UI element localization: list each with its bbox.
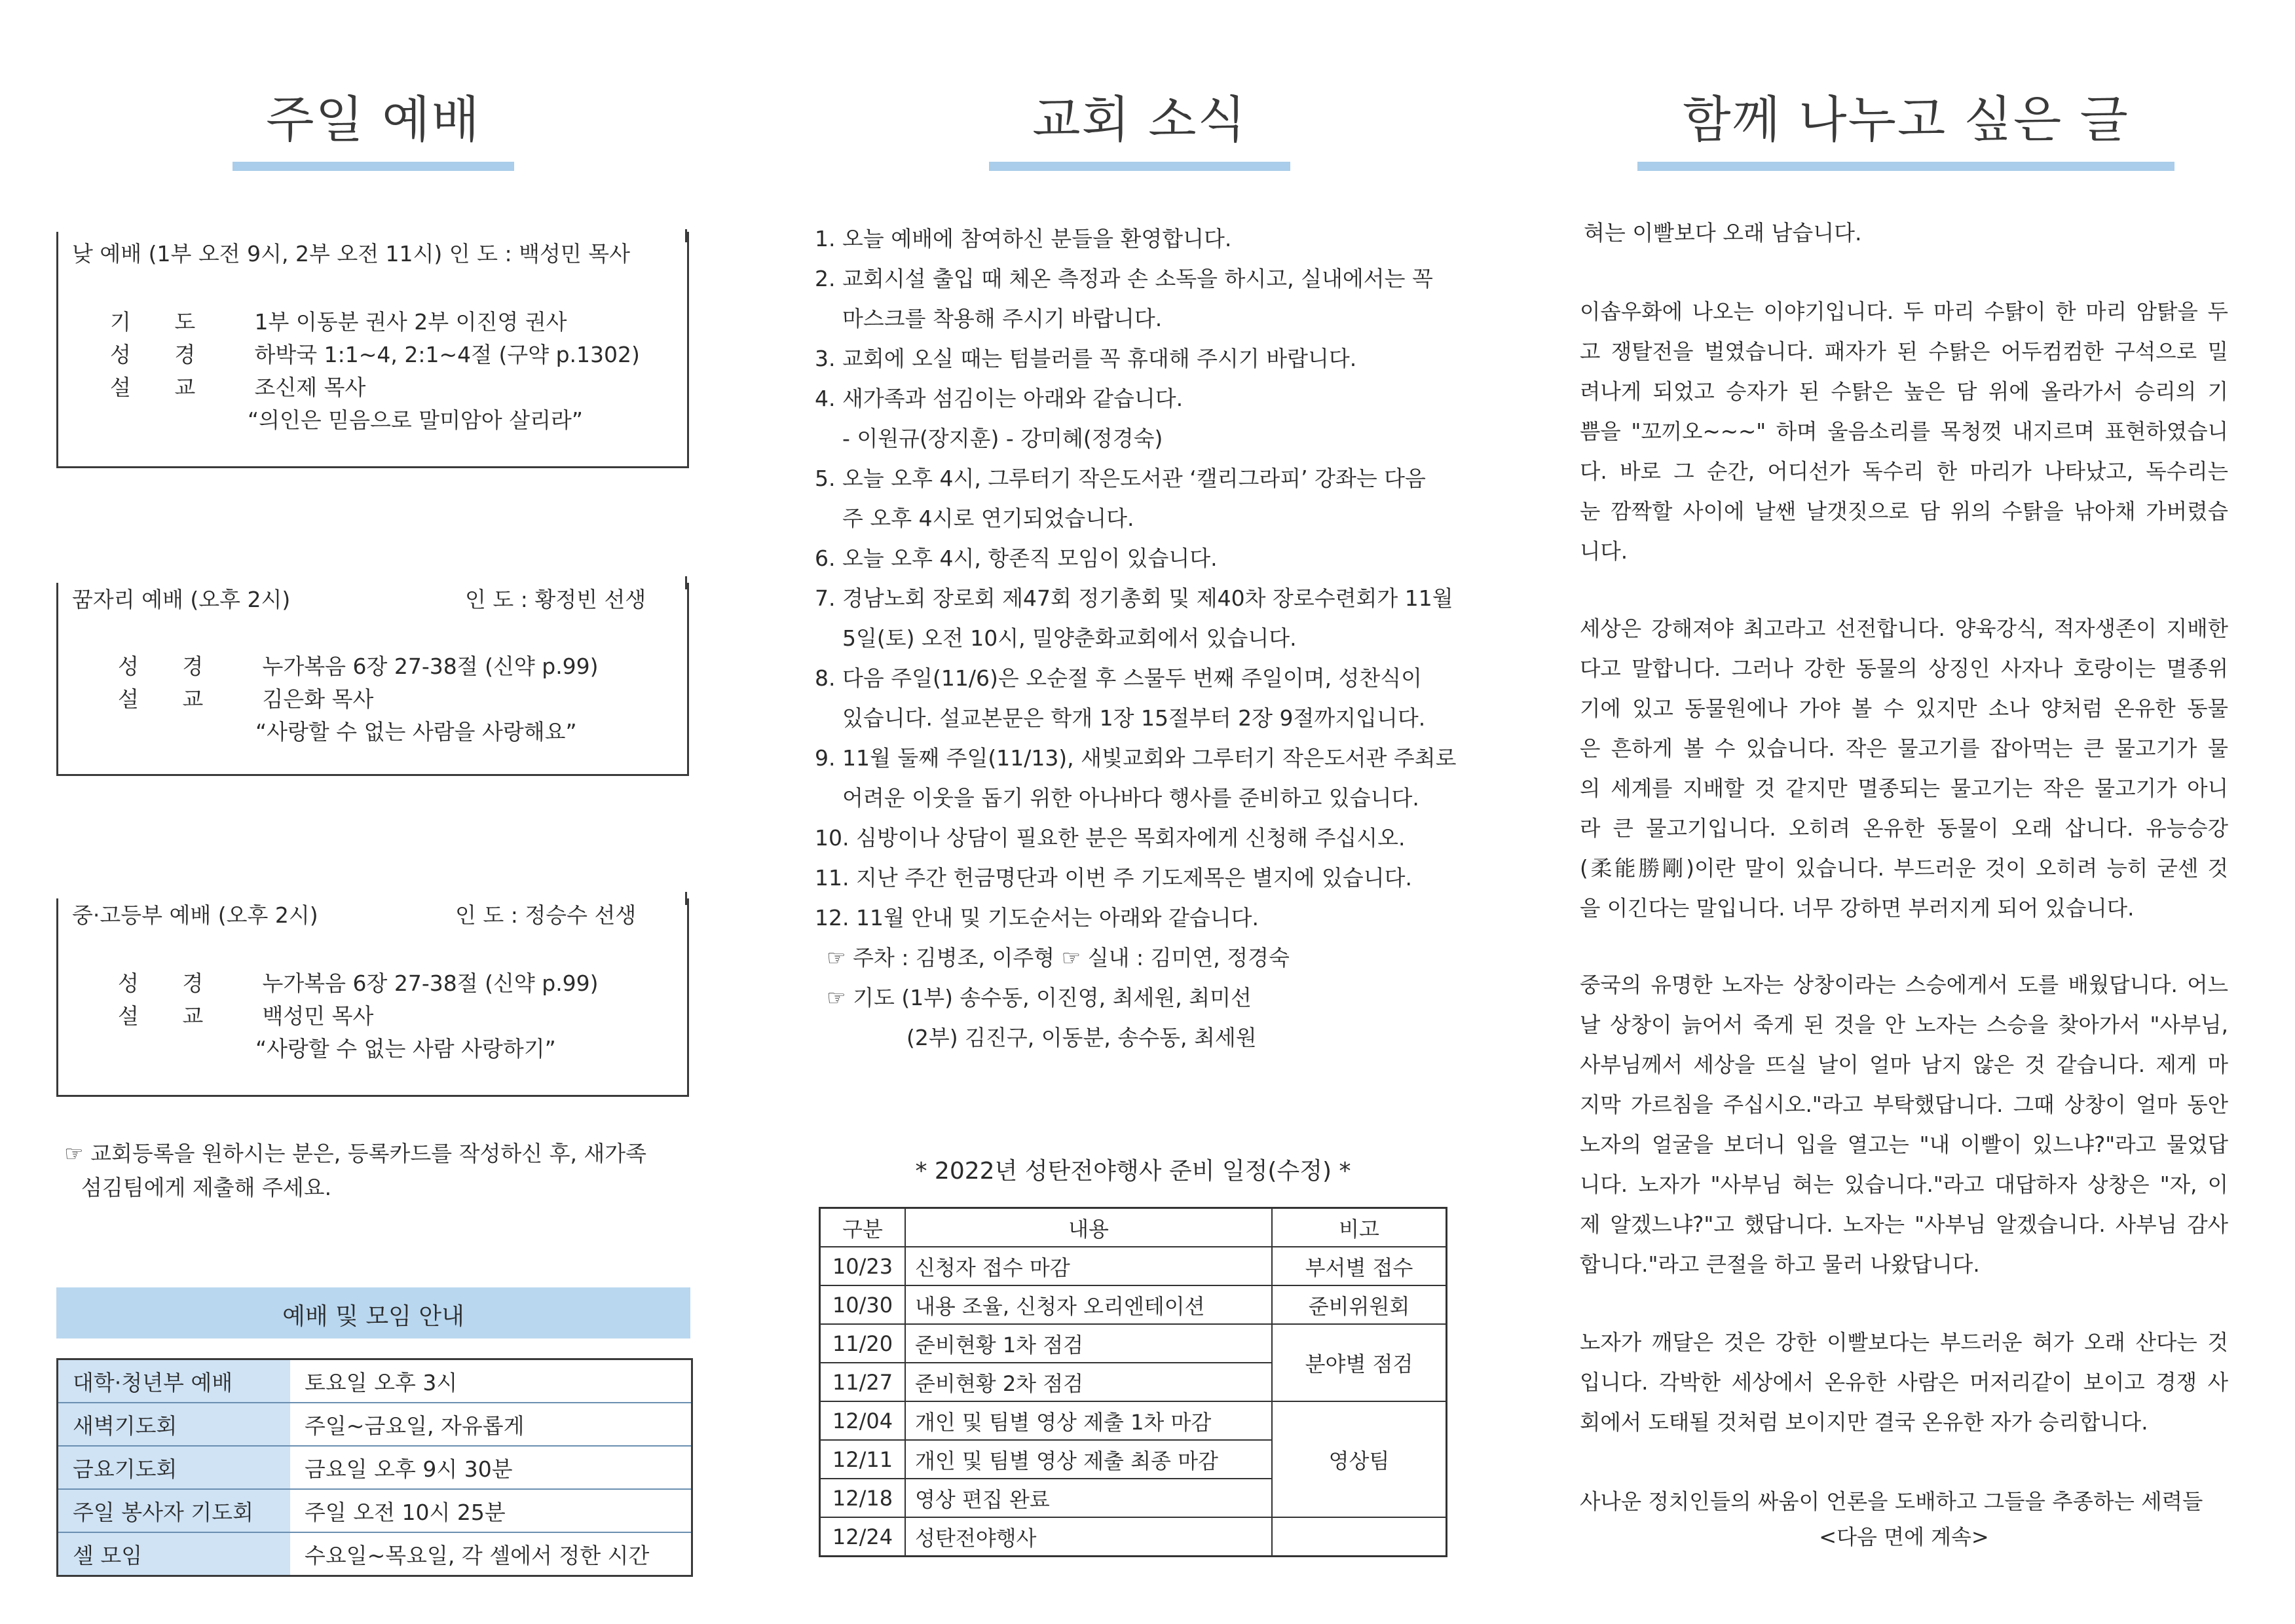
paragraph-line: 니다. — [1580, 539, 1628, 564]
day-scripture-row — [110, 338, 640, 369]
sharing-paragraph-3 — [1580, 965, 2228, 1285]
day-sermon-row — [110, 371, 365, 401]
paragraph-line: 눈 깜짝할 사이에 날쌘 날갯짓으로 담 위의 수탉을 낚아채 가버렸습 — [1580, 499, 2228, 524]
paragraph-line: 이솝우화에 나오는 이야기입니다. 두 마리 수탉이 한 마리 암탉을 두 — [1580, 299, 2228, 324]
sharing-lead: 혀는 이빨보다 오래 남습니다. — [1584, 220, 1862, 246]
news-line: 11. 지난 주간 헌금명단과 이번 주 기도제목은 별지에 있습니다. — [815, 865, 1412, 891]
schedule-remark — [1272, 1517, 1447, 1557]
sharing-title-text: 함께 나누고 싶은 글 — [1683, 90, 2129, 149]
paragraph-line: 니다. 노자가 "사부님 혀는 있습니다."라고 대답하자 상창은 "자, 이 — [1580, 1172, 2228, 1197]
scripture-value: 누가복음 6장 27-38절 (신약 p.99) — [262, 654, 599, 679]
paragraph-line: 다. 바로 그 순간, 어디선가 독수리 한 마리가 나타났고, 독수리는 — [1580, 459, 2228, 484]
news-line: 1. 오늘 예배에 참여하신 분들을 환영합니다. — [815, 226, 1232, 251]
registration-note-line1: ☞ 교회등록을 원하시는 분은, 등록카드를 작성하신 후, 새가족 — [64, 1141, 647, 1166]
schedule-date: 12/18 — [820, 1479, 906, 1517]
worship-title-text: 주일 예배 — [266, 90, 481, 149]
news-line: 12. 11월 안내 및 기도순서는 아래와 같습니다. — [815, 905, 1259, 931]
schedule-date: 10/23 — [820, 1247, 906, 1285]
guide-row — [58, 1446, 692, 1489]
schedule-content: 영상 편집 완료 — [905, 1479, 1272, 1517]
schedule-head-remark: 비고 — [1272, 1208, 1447, 1247]
sermon-label: 설 교 — [110, 375, 214, 400]
scripture-label: 성 경 — [118, 654, 222, 679]
news-line: 5. 오늘 오후 4시, 그루터기 작은도서관 ‘캘리그라피’ 강좌는 다음 — [815, 466, 1426, 491]
news-line: 6. 오늘 오후 4시, 항존직 모임이 있습니다. — [815, 545, 1218, 571]
schedule-content: 성탄전야행사 — [905, 1517, 1272, 1557]
paragraph-line: 고 쟁탈전을 벌였습니다. 패자가 된 수탉은 어두컴컴한 구석으로 밀 — [1580, 339, 2228, 364]
paragraph-line: 라 큰 물고기입니다. 오히려 온유한 동물이 오래 삽니다. 유능승강 — [1580, 816, 2228, 841]
schedule-row — [820, 1285, 1447, 1324]
schedule-row — [820, 1247, 1447, 1285]
news-line: 주 오후 4시로 연기되었습니다. — [842, 506, 1134, 531]
paragraph-line: 다고 말합니다. 그러나 강한 동물의 상징인 사자나 호랑이는 멸종위 — [1580, 656, 2228, 681]
news-line: 3. 교회에 오실 때는 텀블러를 꼭 휴대해 주시기 바랍니다. — [815, 346, 1357, 371]
worship-title — [233, 80, 514, 151]
paragraph-line: 지막 가르침을 주십시오."라고 부탁했답니다. 그때 상창이 얼마 동안 — [1580, 1092, 2228, 1117]
youth-box-right-top — [685, 892, 687, 905]
guide-row — [58, 1532, 692, 1576]
news-line: 9. 11월 둘째 주일(11/13), 새빛교회와 그루터기 작은도서관 주최로 — [815, 745, 1457, 771]
schedule-date: 11/27 — [820, 1363, 906, 1401]
youth-scripture-row — [118, 967, 599, 997]
schedule-date: 12/24 — [820, 1517, 906, 1557]
paragraph-line: 을 이긴다는 말입니다. 너무 강하면 부러지게 되어 있습니다. — [1580, 896, 2135, 921]
paragraph-line: 날 상창이 늙어서 죽게 된 것을 안 노자는 스승을 찾아가서 "사부님, — [1580, 1012, 2228, 1037]
prayer-value: 1부 이동분 권사 2부 이진영 권사 — [254, 309, 567, 335]
youth-service-leader: 인 도 : 정승수 선생 — [455, 902, 637, 928]
registration-note-line2: 섬김팀에게 제출해 주세요. — [81, 1175, 332, 1200]
sharing-paragraph-4 — [1580, 1323, 2228, 1443]
kids-service-leader: 인 도 : 황정빈 선생 — [465, 587, 646, 612]
paragraph-line: (柔能勝剛)이란 말이 있습니다. 부드러운 것이 오히려 능히 굳센 것 — [1580, 856, 2228, 881]
schedule-date: 12/04 — [820, 1401, 906, 1440]
paragraph-line: 세상은 강해져야 최고라고 선전합니다. 양육강식, 적자생존이 지배한 — [1580, 616, 2228, 641]
scripture-label: 성 경 — [110, 342, 214, 367]
schedule-remark: 부서별 접수 — [1272, 1247, 1447, 1285]
kids-sermon-title: “사랑할 수 없는 사람을 사랑해요” — [255, 719, 577, 745]
youth-service-box — [56, 898, 689, 1097]
preacher-value: 백성민 목사 — [262, 1003, 374, 1029]
paragraph-line: 노자가 깨달은 것은 강한 이빨보다는 부드러운 혀가 오래 산다는 것 — [1580, 1330, 2228, 1355]
paragraph-line: 중국의 유명한 노자는 상창이라는 스승에게서 도를 배웠답니다. 어느 — [1580, 972, 2228, 997]
paragraph-line: 은 흔하게 볼 수 있습니다. 작은 물고기를 잡아먹는 큰 물고기가 물 — [1580, 736, 2228, 761]
schedule-table — [819, 1207, 1447, 1557]
schedule-content: 개인 및 팀별 영상 제출 최종 마감 — [905, 1440, 1272, 1479]
schedule-remark: 준비위원회 — [1272, 1285, 1447, 1324]
schedule-content: 준비현황 1차 점검 — [905, 1324, 1272, 1363]
news-line: 2. 교회시설 출입 때 체온 측정과 손 소독을 하시고, 실내에서는 꼭 — [815, 266, 1433, 291]
youth-sermon-row — [118, 999, 373, 1030]
schedule-content: 준비현황 2차 점검 — [905, 1363, 1272, 1401]
sermon-label: 설 교 — [118, 1003, 222, 1029]
paragraph-line: 입니다. 각박한 세상에서 온유한 사람은 머저리같이 보이고 경쟁 사 — [1580, 1370, 2228, 1395]
guide-table — [56, 1358, 693, 1577]
paragraph-line: 노자의 얼굴을 보더니 입을 열고는 "내 이빨이 있느냐?"라고 물었답 — [1580, 1132, 2228, 1157]
paragraph-line: 려나게 되었고 승자가 된 수탉은 높은 담 위에 올라가서 승리의 기 — [1580, 379, 2228, 404]
day-service-heading: 낮 예배 (1부 오전 9시, 2부 오전 11시) 인 도 : 백성민 목사 — [72, 241, 631, 267]
sharing-paragraph-1 — [1580, 292, 2228, 572]
schedule-head-content: 내용 — [905, 1208, 1272, 1247]
title-underline — [1637, 162, 2174, 171]
sharing-paragraph-5: 사나운 정치인들의 싸움이 언론을 도배하고 그들을 추종하는 세력들 — [1580, 1489, 2203, 1514]
guide-value: 수요일~목요일, 각 셀에서 정한 시간 — [290, 1532, 692, 1576]
day-box-right-top — [685, 229, 687, 242]
schedule-remark: 영상팀 — [1272, 1401, 1447, 1517]
guide-value: 금요일 오후 9시 30분 — [290, 1446, 692, 1489]
guide-row — [58, 1489, 692, 1532]
preacher-value: 조신제 목사 — [254, 375, 366, 400]
news-line: 있습니다. 설교본문은 학개 1장 15절부터 2장 9절까지입니다. — [842, 705, 1426, 731]
schedule-remark: 분야별 점검 — [1272, 1324, 1447, 1401]
news-line: (2부) 김진구, 이동분, 송수동, 최세원 — [906, 1025, 1257, 1050]
news-line: - 이원규(장지훈) - 강미혜(정경숙) — [842, 426, 1163, 451]
news-line: 어려운 이웃을 돕기 위한 아나바다 행사를 준비하고 있습니다. — [842, 785, 1419, 811]
scripture-value: 누가복음 6장 27-38절 (신약 p.99) — [262, 970, 599, 996]
paragraph-line: 회에서 도태될 것처럼 보이지만 결국 온유한 자가 승리합니다. — [1580, 1410, 2148, 1435]
paragraph-line: 사부님께서 세상을 뜨실 날이 얼마 남지 않은 것 같습니다. 제게 마 — [1580, 1052, 2228, 1077]
kids-sermon-row — [118, 682, 373, 713]
sermon-label: 설 교 — [118, 686, 222, 712]
day-sermon-title: “의인은 믿음으로 말미암아 살리라” — [248, 407, 583, 433]
news-line: 8. 다음 주일(11/6)은 오순절 후 스물두 번째 주일이며, 성찬식이 — [815, 665, 1423, 691]
news-line: 7. 경남노회 장로회 제47회 정기총회 및 제40차 장로수련회가 11월 — [815, 585, 1453, 611]
title-underline — [233, 162, 514, 171]
news-title-text: 교회 소식 — [1032, 90, 1247, 149]
guide-key: 금요기도회 — [58, 1446, 291, 1489]
news-line: 10. 심방이나 상담이 필요한 분은 목회자에게 신청해 주십시오. — [815, 825, 1406, 851]
schedule-header-row — [820, 1208, 1447, 1247]
schedule-content: 개인 및 팀별 영상 제출 1차 마감 — [905, 1401, 1272, 1440]
title-underline — [989, 162, 1290, 171]
guide-row — [58, 1359, 692, 1403]
news-list — [815, 219, 1457, 1058]
continued-note: <다음 면에 계속> — [1819, 1524, 1989, 1549]
guide-key: 주일 봉사자 기도회 — [58, 1489, 291, 1532]
news-line: 마스크를 착용해 주시기 바랍니다. — [842, 306, 1163, 331]
kids-box-right-top — [685, 576, 687, 589]
guide-key: 대학·청년부 예배 — [58, 1359, 291, 1403]
schedule-content: 내용 조율, 신청자 오리엔테이션 — [905, 1285, 1272, 1324]
schedule-title: * 2022년 성탄전야행사 준비 일정(수정) * — [915, 1158, 1351, 1185]
paragraph-line: 의 세계를 지배할 것 같지만 멸종되는 물고기는 작은 물고기가 아니 — [1580, 776, 2228, 801]
schedule-row — [820, 1324, 1447, 1363]
scripture-label: 성 경 — [118, 970, 222, 996]
prayer-label: 기 도 — [110, 309, 214, 335]
kids-scripture-row — [118, 650, 599, 680]
guide-row — [58, 1403, 692, 1446]
guide-title: 예배 및 모임 안내 — [282, 1303, 464, 1330]
schedule-head-date: 구분 — [820, 1208, 906, 1247]
schedule-date: 12/11 — [820, 1440, 906, 1479]
kids-service-heading: 꿈자리 예배 (오후 2시) — [72, 587, 291, 612]
schedule-content: 신청자 접수 마감 — [905, 1247, 1272, 1285]
news-line: ☞ 주차 : 김병조, 이주형 ☞ 실내 : 김미연, 정경숙 — [827, 945, 1290, 970]
sharing-paragraph-2 — [1580, 609, 2228, 929]
schedule-date: 11/20 — [820, 1324, 906, 1363]
news-line: 4. 새가족과 섬김이는 아래와 같습니다. — [815, 386, 1184, 411]
scripture-value: 하박국 1:1~4, 2:1~4절 (구약 p.1302) — [254, 342, 640, 367]
paragraph-line: 기에 있고 동물원에나 가야 볼 수 있지만 소나 양처럼 온유한 동물 — [1580, 696, 2228, 721]
preacher-value: 김은화 목사 — [262, 686, 374, 712]
news-line: 5일(토) 오전 10시, 밀양춘화교회에서 있습니다. — [842, 625, 1297, 651]
youth-service-heading: 중·고등부 예배 (오후 2시) — [72, 902, 318, 928]
paragraph-line: 쁨을 "꼬끼오~~~" 하며 울음소리를 목청껏 내지르며 표현하였습니 — [1580, 419, 2228, 444]
guide-value: 주일~금요일, 자유롭게 — [290, 1403, 692, 1446]
day-prayer-row — [110, 305, 567, 336]
youth-sermon-title: “사랑할 수 없는 사람 사랑하기” — [255, 1036, 556, 1061]
sharing-title — [1637, 80, 2174, 151]
guide-value: 주일 오전 10시 25분 — [290, 1489, 692, 1532]
paragraph-line: 합니다."라고 큰절을 하고 물러 나왔답니다. — [1580, 1252, 1980, 1277]
news-title — [989, 80, 1290, 151]
schedule-date: 10/30 — [820, 1285, 906, 1324]
schedule-row — [820, 1401, 1447, 1440]
schedule-row — [820, 1517, 1447, 1557]
guide-value: 토요일 오후 3시 — [290, 1359, 692, 1403]
guide-key: 셀 모임 — [58, 1532, 291, 1576]
news-line: ☞ 기도 (1부) 송수동, 이진영, 최세원, 최미선 — [827, 985, 1252, 1010]
guide-key: 새벽기도회 — [58, 1403, 291, 1446]
paragraph-line: 제 알겠느냐?"고 했답니다. 노자는 "사부님 알겠습니다. 사부님 감사 — [1580, 1212, 2228, 1237]
